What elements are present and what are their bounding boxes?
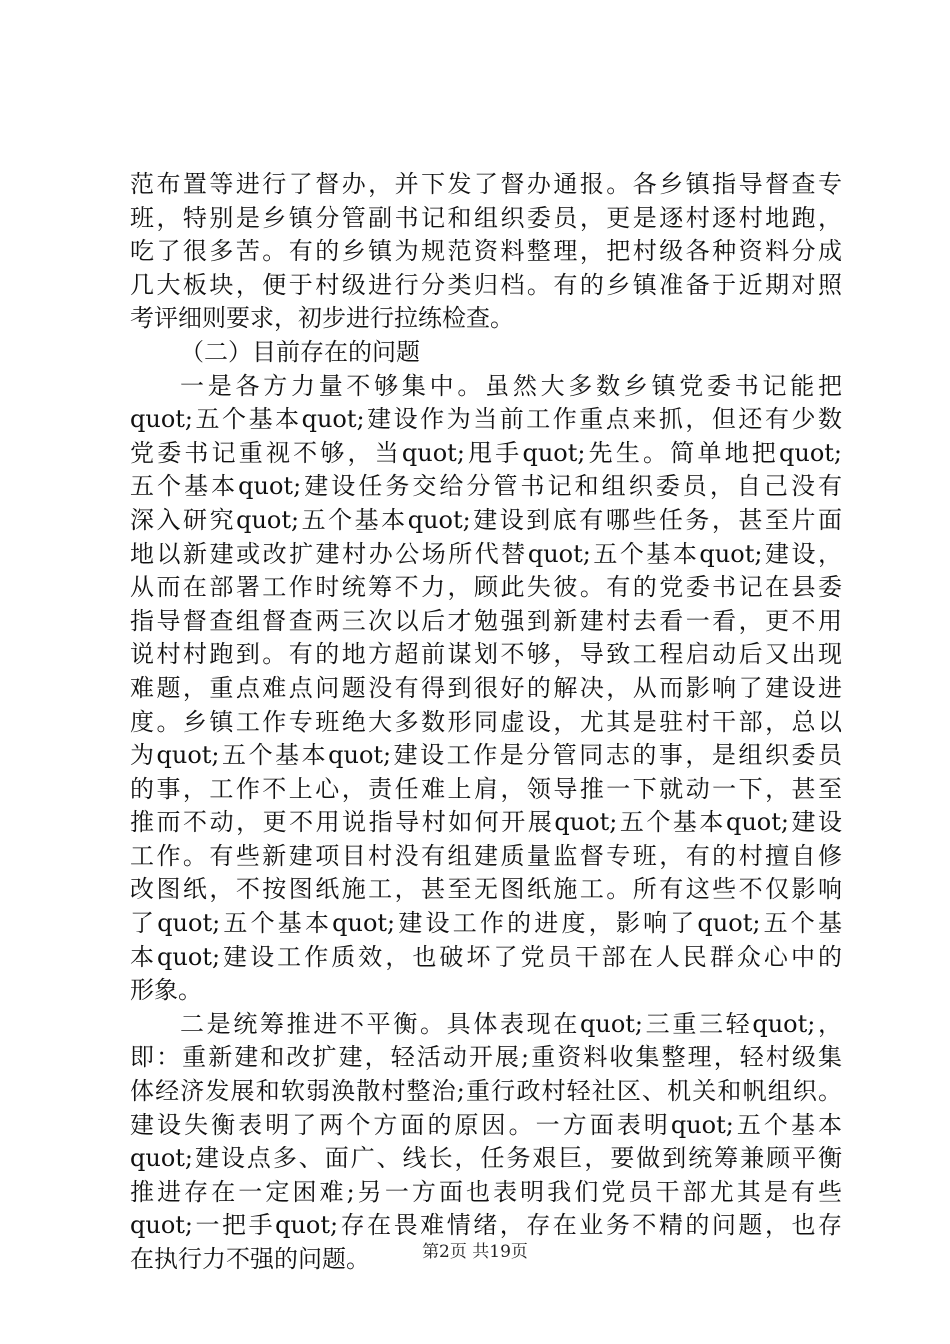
text-line-1: 范布置等进行了督办，并下发了督办通报。各乡镇指导督查专 xyxy=(130,170,842,198)
text-line-29: 建设失衡表明了两个方面的原因。一方面表明quot;五个基本 xyxy=(130,1110,842,1139)
text-line-10: 五个基本quot;建设任务交给分管书记和组织委员，自己没有 xyxy=(130,472,842,501)
text-line-26: 二是统筹推进不平衡。具体表现在quot;三重三轻quot;， xyxy=(180,1009,842,1038)
text-line-4: 几大板块，便于村级进行分类归档。有的乡镇准备于近期对照 xyxy=(130,270,842,299)
text-line-20: 推而不动，更不用说指导村如何开展quot;五个基本quot;建设 xyxy=(130,808,842,837)
text-line-16: 难题，重点难点问题没有得到很好的解决，从而影响了建设进 xyxy=(130,673,842,702)
text-line-21: 工作。有些新建项目村没有组建质量监督专班，有的村擅自修 xyxy=(130,841,842,870)
text-line-5: 考评细则要求，初步进行拉练检查。 xyxy=(130,304,514,333)
text-line-14: 指导督查组督查两三次以后才勉强到新建村去看一看，更不用 xyxy=(130,606,842,635)
text-line-11: 深入研究quot;五个基本quot;建设到底有哪些任务，甚至片面 xyxy=(130,505,842,534)
text-line-33: 在执行力不强的问题。 xyxy=(130,1245,370,1273)
text-line-9: 党委书记重视不够，当quot;甩手quot;先生。简单地把quot; xyxy=(130,438,842,467)
text-line-25: 形象。 xyxy=(130,976,202,1005)
text-line-27: 即：重新建和改扩建，轻活动开展;重资料收集整理，轻村级集 xyxy=(130,1043,842,1072)
text-line-28: 体经济发展和软弱涣散村整治;重行政村轻社区、机关和帆组织。 xyxy=(130,1077,842,1106)
document-body xyxy=(130,168,842,1277)
text-line-22: 改图纸，不按图纸施工，甚至无图纸施工。所有这些不仅影响 xyxy=(130,875,842,904)
text-line-19: 的事，工作不上心，责任难上肩，领导推一下就动一下，甚至 xyxy=(130,774,842,803)
text-line-18: 为quot;五个基本quot;建设工作是分管同志的事，是组织委员 xyxy=(130,741,842,770)
text-line-15: 说村村跑到。有的地方超前谋划不够，导致工程启动后又出现 xyxy=(130,640,842,669)
page-indicator: 第2页 共19页 xyxy=(422,1242,528,1262)
text-line-17: 度。乡镇工作专班绝大多数形同虚设，尤其是驻村干部，总以 xyxy=(130,707,842,736)
text-line-32: quot;一把手quot;存在畏难情绪，存在业务不精的问题，也存 xyxy=(130,1211,842,1240)
text-line-23: 了quot;五个基本quot;建设工作的进度，影响了quot;五个基 xyxy=(130,909,842,938)
text-line-24: 本quot;建设工作质效，也破坏了党员干部在人民群众心中的 xyxy=(130,942,842,971)
text-line-2: 班，特别是乡镇分管副书记和组织委员，更是逐村逐村地跑， xyxy=(130,203,842,232)
section-heading: （二）目前存在的问题 xyxy=(180,337,420,366)
text-line-31: 推进存在一定困难;另一方面也表明我们党员干部尤其是有些 xyxy=(130,1177,842,1206)
text-line-8: quot;五个基本quot;建设作为当前工作重点来抓，但还有少数 xyxy=(130,405,842,434)
text-line-3: 吃了很多苦。有的乡镇为规范资料整理，把村级各种资料分成 xyxy=(130,237,842,266)
text-line-13: 从而在部署工作时统筹不力，顾此失彼。有的党委书记在县委 xyxy=(130,573,842,602)
text-line-7: 一是各方力量不够集中。虽然大多数乡镇党委书记能把 xyxy=(180,371,842,400)
text-line-12: 地以新建或改扩建村办公场所代替quot;五个基本quot;建设， xyxy=(130,539,842,568)
text-line-30: quot;建设点多、面广、线长，任务艰巨，要做到统筹兼顾平衡 xyxy=(130,1144,842,1173)
